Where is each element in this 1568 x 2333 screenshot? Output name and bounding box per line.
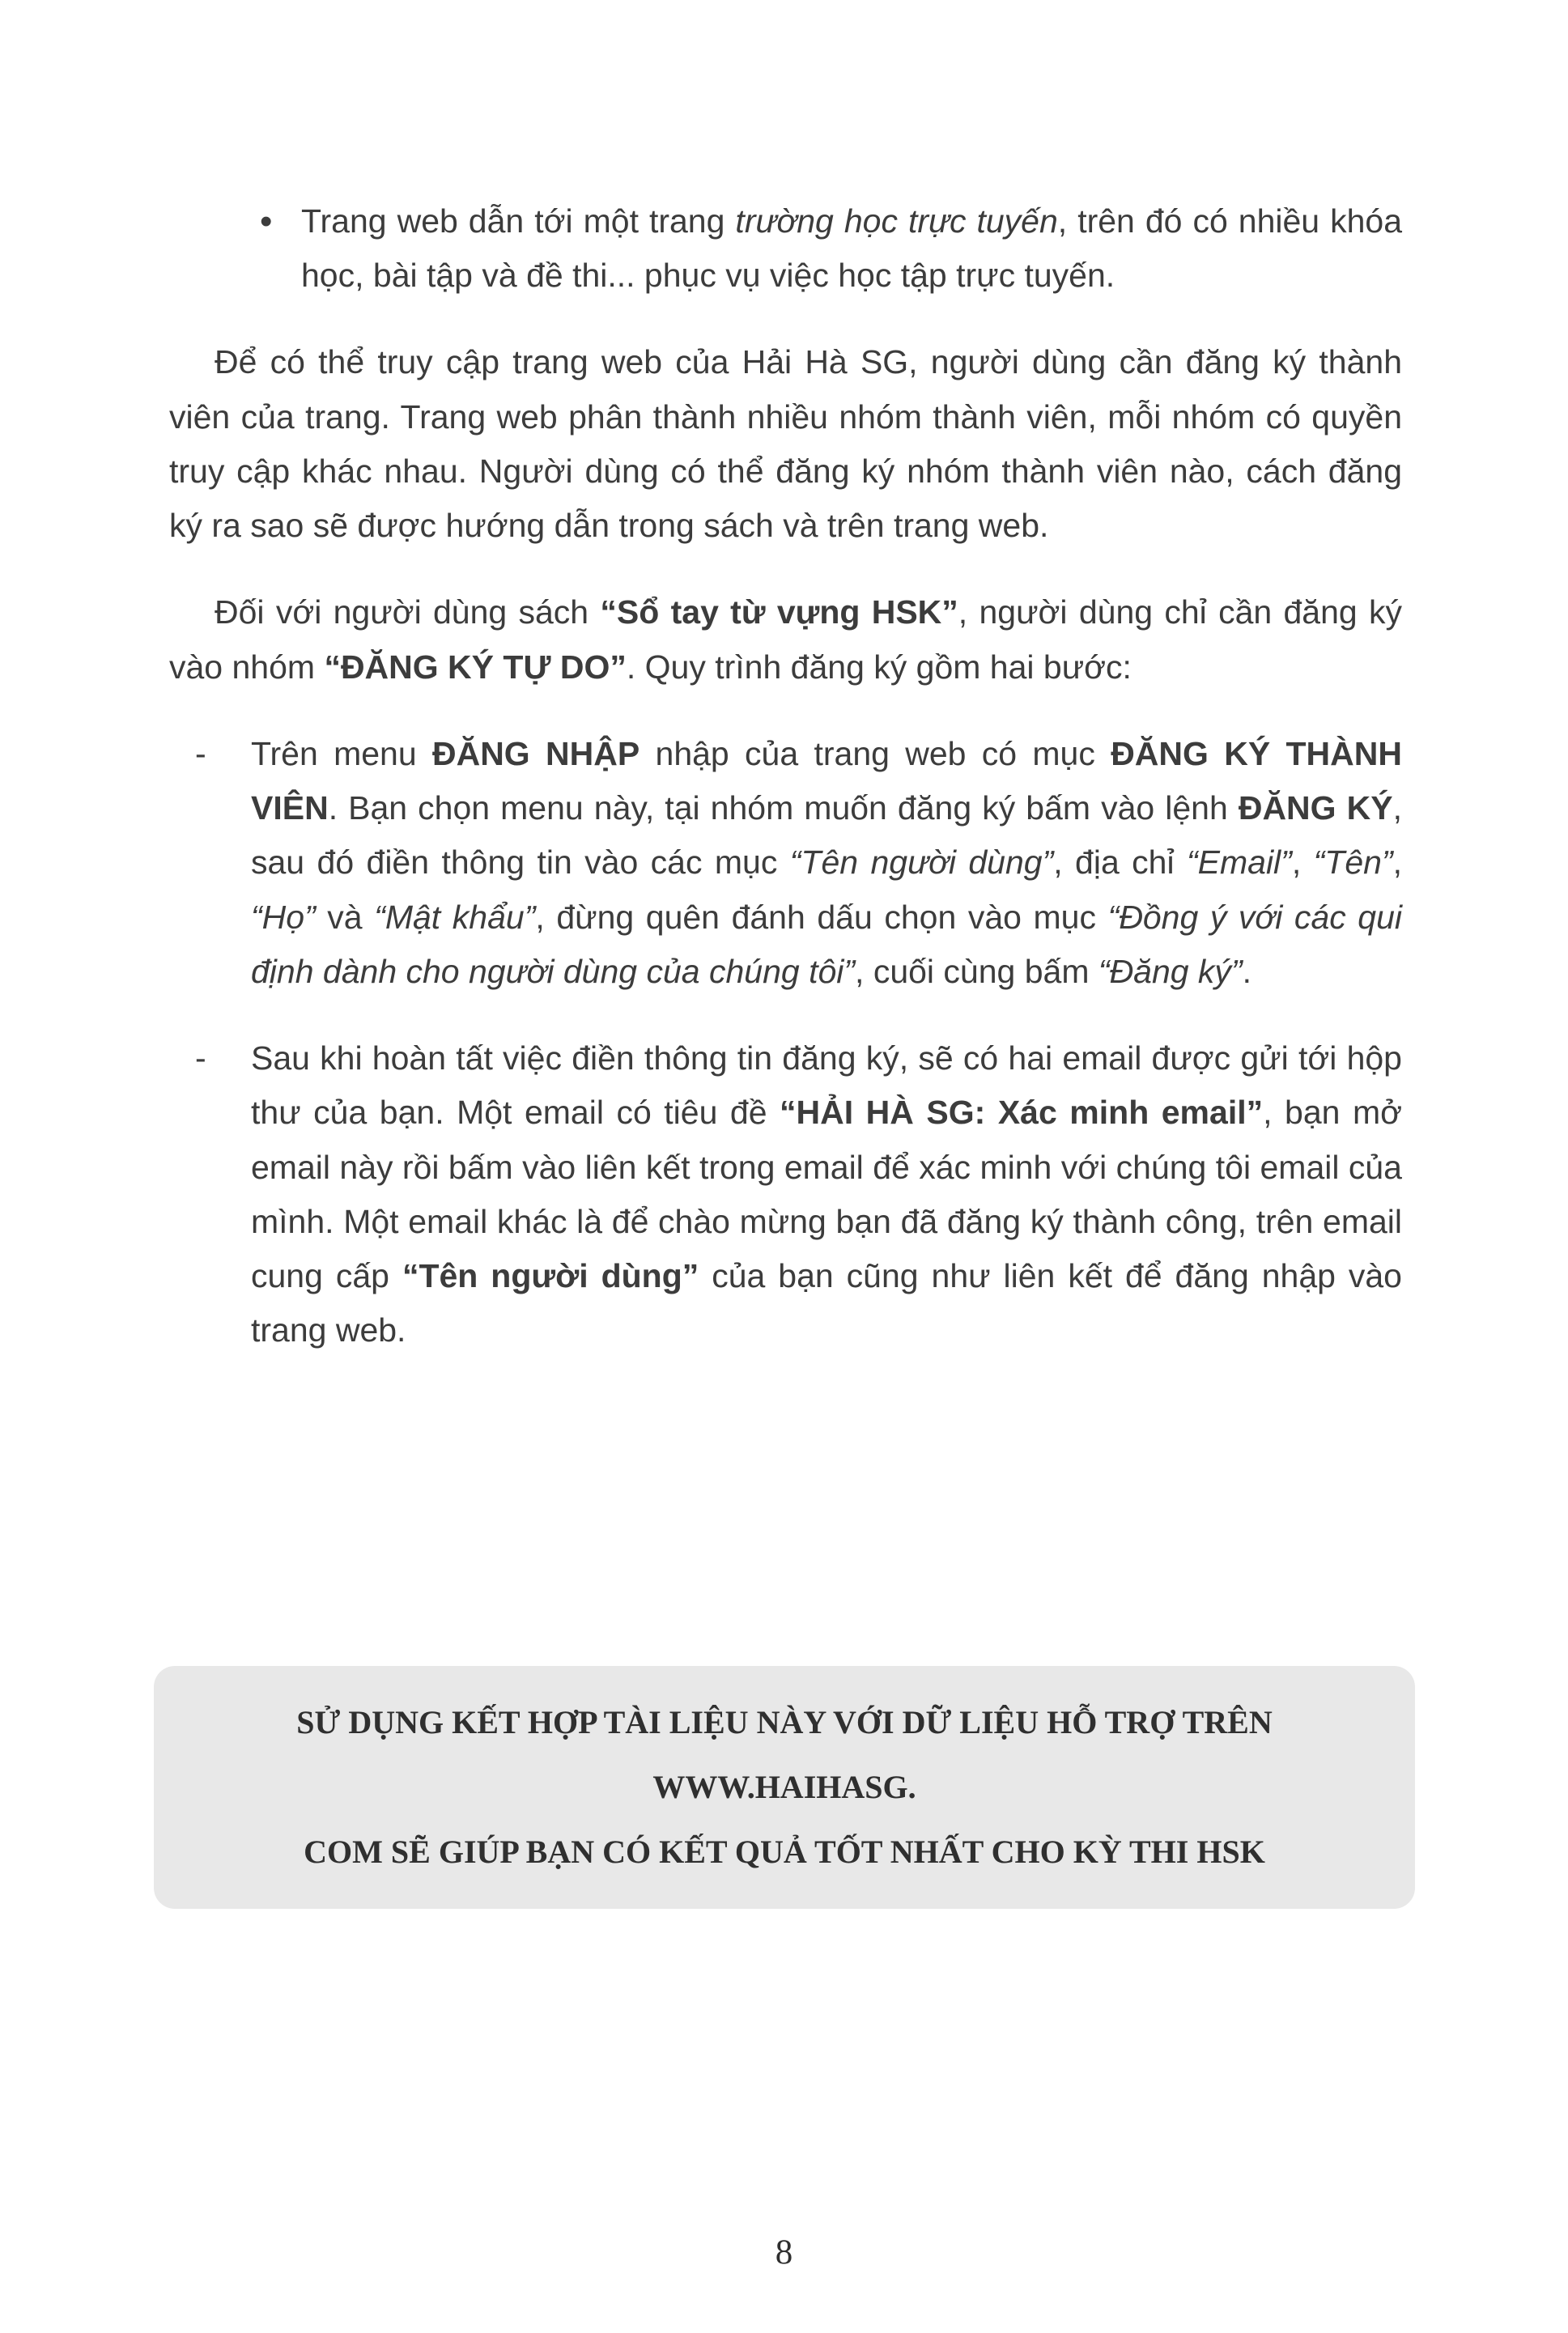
page-number: 8: [775, 2233, 793, 2271]
step-2-text: Sau khi hoàn tất việc điền thông tin đăng ký, sẽ có hai email được gửi tới hộp thư của bạn. Một email có tiêu đề “HẢI HÀ SG: Xác minh email”, bạn mở email này rồi bấm vào liên kết trong email để xác minh với chúng tôi email của mình. Một email khác là để chào mừng bạn đã đăng ký thành công, trên email cung cấp “Tên người dùng” của bạn cũng như liên kết để đăng nhập vào trang web.: [251, 1039, 1402, 1349]
bullet-list-item: [169, 194, 1402, 303]
step-item-2: [169, 1031, 1402, 1358]
note-box-line-1: SỬ DỤNG KẾT HỢP TÀI LIỆU NÀY VỚI DỮ LIỆU HỖ TRỢ TRÊN WWW.HAIHASG.: [296, 1704, 1273, 1805]
dash-marker: -: [195, 734, 206, 772]
paragraph-access-intro: Để có thể truy cập trang web của Hải Hà SG, người dùng cần đăng ký thành viên của trang. Trang web phân thành nhiều nhóm thành viên, mỗi nhóm có quyền truy cập khác nhau. Người dùng có thể đăng ký nhóm thành viên nào, cách đăng ký ra sao sẽ được hướng dẫn trong sách và trên trang web.: [169, 343, 1402, 545]
dash-marker: -: [195, 1039, 206, 1077]
step-1-text: Trên menu ĐĂNG NHẬP nhập của trang web có mục ĐĂNG KÝ THÀNH VIÊN. Bạn chọn menu này, tại nhóm muốn đăng ký bấm vào lệnh ĐĂNG KÝ, sau đó điền thông tin vào các mục “Tên người dùng”, địa chỉ “Email”, “Tên”, “Họ” và “Mật khẩu”, đừng quên đánh dấu chọn vào mục “Đồng ý với các qui định dành cho người dùng của chúng tôi”, cuối cùng bấm “Đăng ký”.: [251, 734, 1402, 990]
page-content: [169, 194, 1402, 1390]
step-item-1: [169, 727, 1402, 999]
paragraph-register-group: Đối với người dùng sách “Sổ tay từ vựng HSK”, người dùng chỉ cần đăng ký vào nhóm “ĐĂNG KÝ TỰ DO”. Quy trình đăng ký gồm hai bước:: [169, 593, 1403, 686]
bullet-marker: •: [260, 202, 273, 241]
note-box-line-2: COM SẼ GIÚP BẠN CÓ KẾT QUẢ TỐT NHẤT CHO KỲ THI HSK: [304, 1834, 1265, 1870]
bullet-item-text: Trang web dẫn tới một trang trường học trực tuyến, trên đó có nhiều khóa học, bài tập và đề thi... phục vụ việc học tập trực tuyến.: [301, 202, 1402, 295]
note-box: [154, 1666, 1415, 1909]
